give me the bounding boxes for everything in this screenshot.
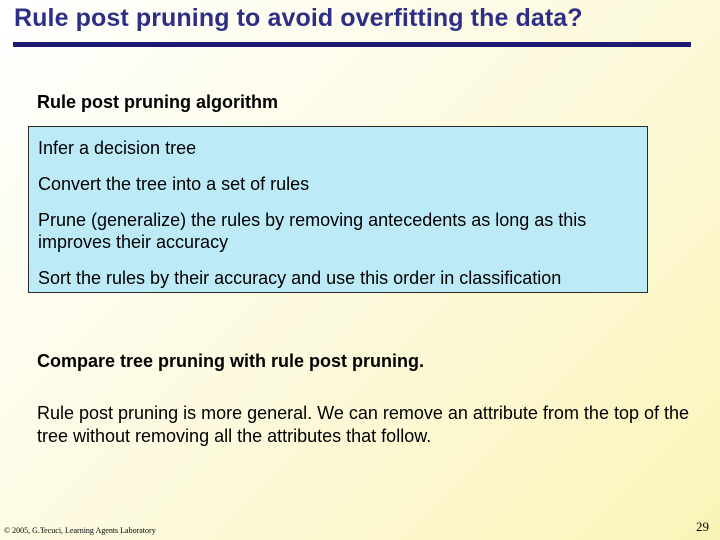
algorithm-step: Sort the rules by their accuracy and use this order in classification bbox=[38, 268, 562, 288]
page-number: 29 bbox=[696, 519, 709, 534]
comparison-text: Rule post pruning is more general. We can remove an attribute from the top of the tree without removing all the attributes that follow. bbox=[37, 403, 690, 446]
algorithm-box bbox=[28, 126, 648, 293]
comparison-heading: Compare tree pruning with rule post pruning. bbox=[37, 351, 425, 371]
slide-title: Rule post pruning to avoid overfitting the data? bbox=[14, 4, 583, 32]
algorithm-step: Infer a decision tree bbox=[38, 138, 197, 158]
algorithm-step: Convert the tree into a set of rules bbox=[38, 174, 310, 194]
copyright-footer: © 2005, G.Tecuci, Learning Agents Laboratory bbox=[4, 526, 156, 535]
algorithm-heading: Rule post pruning algorithm bbox=[37, 92, 278, 112]
algorithm-step: Prune (generalize) the rules by removing antecedents as long as this improves their accuracy bbox=[38, 210, 587, 252]
title-underline bbox=[13, 42, 691, 47]
